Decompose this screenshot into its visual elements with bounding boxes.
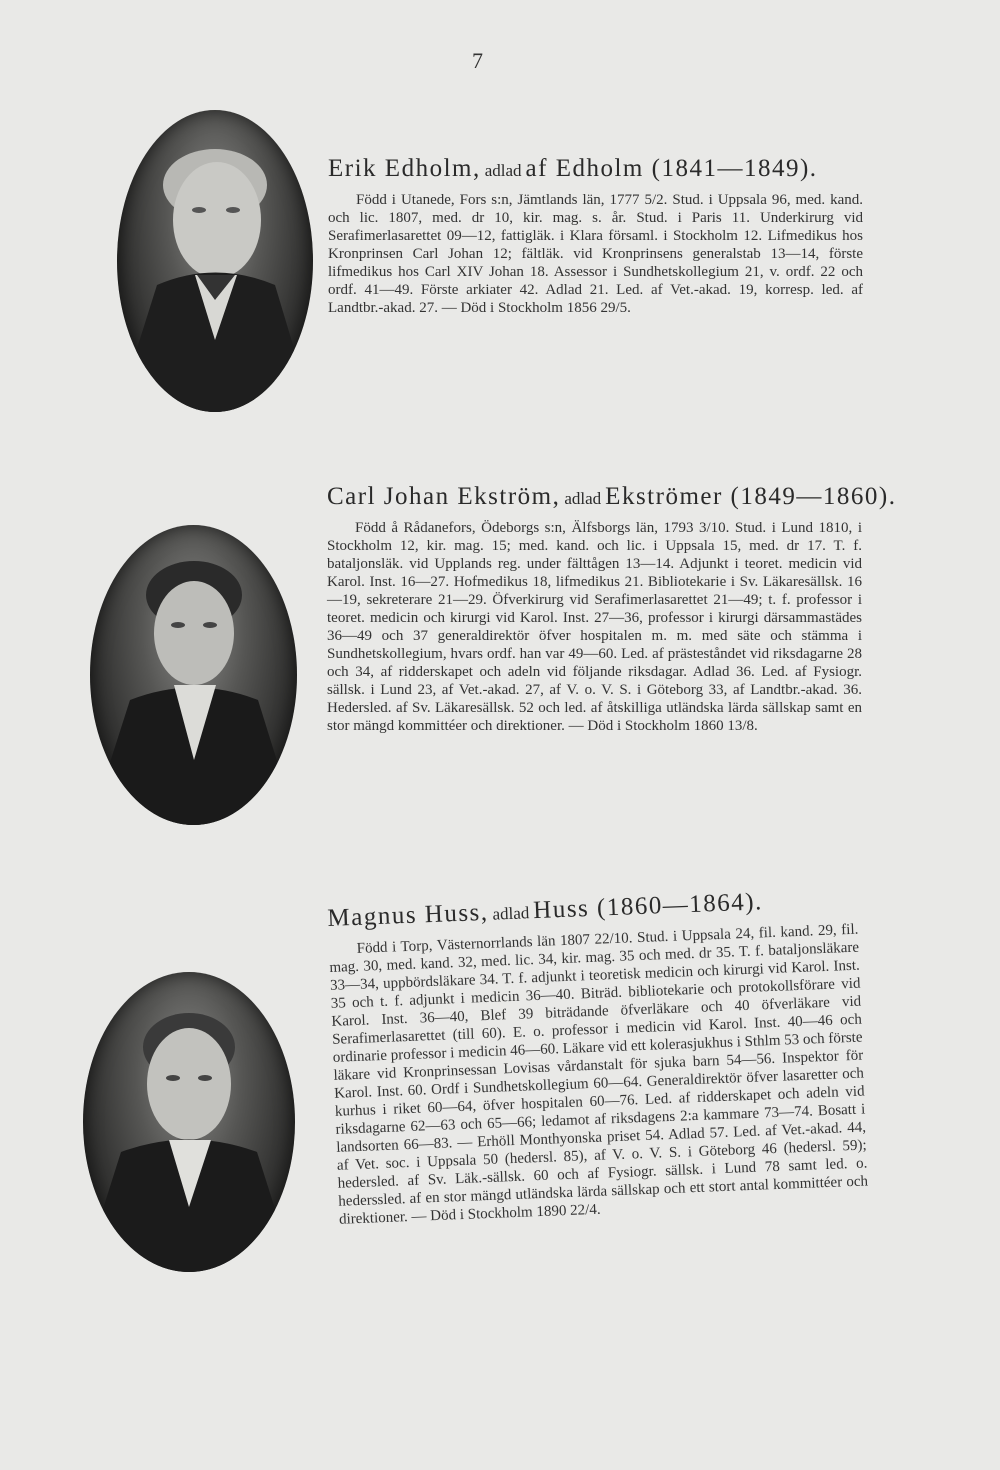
portrait-huss [83, 972, 295, 1272]
page-number: 7 [472, 48, 483, 73]
adlad-label: adlad [492, 903, 530, 924]
biography-text: Född i Utanede, Fors s:n, Jämtlands län, 1777 5/2. Stud. i Uppsala 96, med. kand. och lic. 1807, med. dr 10, kir. mag. s. år. Stud. i Paris 11. Underkirurg vid Serafimerlasarettet 09—12, fattigläk. i Klara församl. i Stockholm 12. Lifmedikus hos Kronprinsen Carl Johan 12; fältläk. vid Kronprinsens generalstab 13—14, förste lifmedikus hos Carl XIV Johan 18. Assessor i Sundhetskollegium 21, v. ordf. 22 och ordf. 41—49. Förste arkiater 42. Adlad 21. Led. af Vet.-akad. 19, korresp. led. af Landtbr.-akad. 27. — Död i Stockholm 1856 29/5. [328, 192, 863, 316]
biography-text: Född i Torp, Västernorrlands län 1807 22/10. Stud. i Uppsala 24, fil. kand. 29, fil. mag. 30, med. kand. 32, med. lic. 34, kir. mag. 35 och med. dr 35. T. f. bataljonsläkare 33—34, uppbördsläkare 34. T. f. adjunkt i teoretisk medicin och kirurgi vid Karol. Inst. 35 och t. f. adjunkt i medicin 36—40. Biträd. bibliotekarie och protokollsförare vid Karol. Inst. 36—40, Blef 39 biträdande öfverläkare och 40 öfverläkare vid Serafimerlasarettet (till 60). E. o. professor i medicin vid Karol. Inst. 40—46 och ordinarie professor i medicin 46—60. Läkare vid ett kolerasjukhus i Sthlm 53 och förste läkare vid Kronprinsessan Lovisas vårdanstalt för sjuka barn 54—56. Inspektor för Karol. Inst. 60. Ordf i Sundhetskollegium 60—64. Generaldirektör öfver lasaretter och kurhus i riket 60—64, öfver hospitalen 60—76. Led. af ridderskapet och adeln vid riksdagarne 62—63 och 65—66; ledamot af riksdagens 2:a kammare 73—74. Bosatt i landsorten 66—83. — Erhöll Monthyonska priset 54. Adlad 57. Led. af Vet.-akad. 44, af Vet. soc. i Uppsala 50 (hedersl. 85), af V. o. V. S. i Göteborg 46 (hedersl. 59); hedersled. af Sv. Läk.-sällsk. 60 och af Fysiogr. sällsk. i Lund 78 samt led. o. hederssled. af en stor mängd utländska lärda sällskap och ett stort antal kommittéer och direktioner. — Död i Stockholm 1890 22/4. [329, 921, 869, 1228]
entry-heading [327, 483, 897, 511]
person-name: Carl Johan Ekström, [327, 483, 561, 510]
adlad-label: adlad [484, 161, 522, 180]
person-name: Erik Edholm, [328, 155, 481, 182]
portrait-edholm [117, 110, 313, 412]
portrait-ekstromer [90, 525, 297, 825]
adlad-label: adlad [564, 489, 602, 508]
person-name: Magnus Huss, [327, 898, 489, 932]
noble-title: Huss (1860—1864). [532, 888, 764, 925]
noble-title: af Edholm (1841—1849). [525, 155, 818, 182]
entry-heading [328, 155, 863, 183]
noble-title: Ekströmer (1849—1860). [605, 483, 897, 510]
biography-text: Född å Rådanefors, Ödeborgs s:n, Älfsborgs län, 1793 3/10. Stud. i Lund 1810, i Stockholm 12, kir. mag. 15; med. kand. och lic. i Uppsala 15, med. dr 17. T. f. bataljonsläk. vid Upplands reg. under fälttågen 13—14. Adjunkt i teoret. medicin vid Karol. Inst. 16—27. Hofmedikus 18, lifmedikus 21. Bibliotekarie i Sv. Läkaresällsk. 16—19, sekreterare 21—29. Öfverkirurg vid Serafimerlasarettet 21—49; t. f. professor i teoret. medicin och kirurgi vid Karol. Inst. 27—36, professor i kirurgi därsammastädes 36—49 och 37 generaldirektör öfver hospitalen m. m. med säte och stämma i Sundhetskollegium, hvars ordf. han var 49—60. Led. af prästeståndet vid riksdagarne 28 och 34, af ridderskapet och adeln vid följande riksdagar. Adlad 36. Led. af Fysiogr. sällsk. i Lund 23, af Vet.-akad. 27, af V. o. V. S. i Göteborg 33, af Landtbr.-akad. 36. Hedersled. af Sv. Läkaresällsk. 52 och led. af åtskilliga utländska lärda sällskap samt en stor mängd kommittéer och direktioner. — Död i Stockholm 1860 13/8. [327, 520, 862, 734]
